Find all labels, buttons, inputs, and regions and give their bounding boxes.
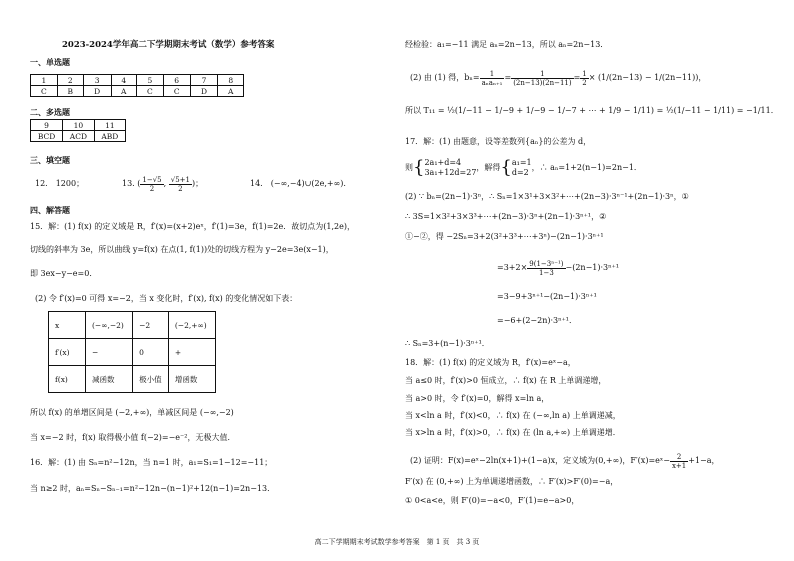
equation-system (424, 158, 476, 178)
fraction (580, 70, 588, 87)
right-column (397, 0, 794, 561)
fraction-num: 1 (480, 70, 505, 79)
table-cell: D (190, 86, 218, 97)
q16-part2 (410, 66, 706, 90)
table-cell: 0 (133, 339, 169, 366)
section-fill-blank: 三、填空题 (30, 155, 70, 165)
q15-line-4: (2) 令 f′(x)=0 可得 x=−2，当 x 变化时，f′(x), f(x) 的变化情况如下表： (35, 294, 298, 303)
table-cell: BCD (31, 131, 63, 142)
table-cell: 6 (163, 75, 190, 86)
table-cell: − (86, 339, 133, 366)
table-row (31, 86, 244, 97)
table-cell: 11 (94, 120, 125, 131)
fraction (527, 260, 565, 277)
table-cell: 5 (137, 75, 164, 86)
fraction-den: 1−3 (539, 268, 554, 277)
table-cell: f′(x) (49, 339, 86, 366)
table-cell: (−2,+∞) (168, 312, 215, 339)
answer-13-label: 13. (122, 179, 135, 188)
single-choice-table (30, 74, 244, 97)
q18-line-8: ① 0<a<e，则 F′(0)=−a<0，F′(1)=e−a>0， (405, 496, 580, 505)
table-cell: 7 (190, 75, 218, 86)
q18-line-6 (410, 450, 720, 472)
q18-line-5: 当 x>ln a 时，f′(x)>0，∴ f(x) 在 (ln a,+∞) 上单调递增． (405, 428, 621, 437)
table-cell: A (111, 86, 137, 97)
table-cell: A (218, 86, 244, 97)
fraction (511, 70, 573, 87)
fraction-num: 2 (670, 453, 688, 462)
equals: = (573, 73, 581, 82)
q16-part2-tail: × (1/(2n−13) − 1/(2n−11))， (588, 73, 707, 82)
q18-line-2: 当 a≤0 时，f′(x)>0 恒成立，∴ f(x) 在 R 上单调递增， (405, 376, 607, 385)
answer-13: 13. ( $\frac{1-√5}{2}$ , $\frac{√5+1}{2}$ )； (122, 175, 204, 193)
equation: 2a₁+d=4 (424, 158, 462, 167)
equation: 3a₁+12d=27 (424, 168, 477, 177)
fraction-den: (2n−13)(2n−11) (513, 78, 572, 87)
section-solve: 四、解答题 (30, 205, 70, 215)
equation: d=2 (511, 168, 529, 177)
q16-check: 经检验：a₁=−11 满足 aₙ=2n−13，所以 aₙ=2n−13． (405, 40, 609, 49)
q18-line-3: 当 a>0 时，令 f′(x)=0，解得 x=ln a， (405, 394, 550, 403)
table-cell: ABD (94, 131, 125, 142)
q15-line-6: 当 x=−2 时，f(x) 取得极小值 f(−2)=−e⁻²，无极大值． (30, 433, 236, 442)
table-cell: (−∞,−2) (86, 312, 133, 339)
q16-line-1: 16．解：(1) 由 Sₙ=n²−12n，当 n=1 时，a₁=S₁=1−12=−11； (30, 458, 273, 467)
multi-choice-table (30, 119, 126, 142)
equals: = (504, 73, 512, 82)
q17-system (405, 158, 642, 178)
answer-14: 14. (−∞,−4)∪(2e,+∞). (250, 179, 346, 188)
q17-line-5: ①−②，得 −2Sₙ=3+2(3²+3³+⋯+3ⁿ)−(2n−1)·3ⁿ⁺¹ (405, 232, 604, 241)
table-cell: C (137, 86, 164, 97)
q15-line-5: 所以 f(x) 的单增区间是 (−2,+∞)，单减区间是 (−∞,−2) (30, 408, 234, 417)
table-cell: + (168, 339, 215, 366)
q15-line-2: 切线的斜率为 3e，所以曲线 y=f(x) 在点(1, f(1))处的切线方程为 y−2e=3e(x−1)， (30, 245, 334, 254)
q16-line-2: 当 n≥2 时，aₙ=Sₙ−Sₙ₋₁=n²−12n−(n−1)²+12(n−1)=2n−13． (30, 484, 276, 493)
left-brace-icon: { (413, 157, 425, 178)
table-cell: 极小值 (133, 366, 169, 393)
q15-line-1: 15．解：(1) f(x) 的定义域是 R，f′(x)=(x+2)eˣ，f′(1)=3e，f(1)=2e．故切点为(1,2e)， (30, 222, 355, 231)
fraction (169, 176, 192, 193)
table-row (31, 75, 244, 86)
fraction-den: 2 (582, 78, 587, 87)
q18-step: (2) 证明：F(x)=eˣ−2ln(x+1)+(1−a)x，定义域为(0,+∞)，F′(x)=eˣ− (410, 456, 670, 465)
table-row (49, 312, 216, 339)
table-row (49, 366, 216, 393)
fraction-den: x+1 (671, 461, 687, 470)
q17-line-3: (2) ∵ bₙ=(2n−1)·3ⁿ，∴ Sₙ=1×3¹+3×3²+⋯+(2n−3)·3ⁿ⁻¹+(2n−1)·3ⁿ，① (405, 192, 689, 201)
q17-then: 则 (405, 163, 413, 172)
table-cell: 增函数 (168, 366, 215, 393)
answer-12: 12. 1200； (35, 179, 85, 188)
q17-step: =3+2× (497, 263, 528, 272)
table-cell: 1 (31, 75, 58, 86)
fraction-num: √5+1 (170, 175, 190, 184)
table-row (31, 131, 126, 142)
table-row (49, 339, 216, 366)
table-cell: 4 (111, 75, 137, 86)
table-cell: 9 (31, 120, 63, 131)
fraction (140, 176, 163, 193)
table-cell: 8 (218, 75, 244, 86)
table-cell: 3 (83, 75, 111, 86)
equation-system (512, 158, 532, 178)
fraction-den: aₙaₙ₊₁ (481, 78, 503, 87)
table-cell: B (57, 86, 83, 97)
table-cell: C (31, 86, 58, 97)
q17-line-7: =3−9+3ⁿ⁺¹−(2n−1)·3ⁿ⁺¹ (497, 292, 597, 301)
q17-line-8: =−6+(2−2n)·3ⁿ⁺¹． (497, 316, 577, 325)
q17-line-1: 17．解：(1) 由题意，设等差数列{aₙ}的公差为 d， (405, 137, 592, 146)
q17-result: ，∴ aₙ=1+2(n−1)=2n−1． (531, 163, 642, 172)
fraction-num: 1−√5 (142, 175, 162, 184)
q15-line-3: 即 3ex−y−e=0． (30, 269, 98, 278)
table-cell: 10 (63, 120, 95, 131)
q18-line-4: 当 x<ln a 时，f′(x)<0，∴ f(x) 在 (−∞,ln a) 上单调递减， (405, 411, 621, 420)
fraction-den: 2 (149, 184, 155, 193)
equation: a₁=1 (511, 158, 532, 167)
variation-table (48, 311, 216, 393)
fraction-num: 9(1−3ⁿ⁻¹) (529, 259, 564, 268)
fraction-num: 1 (582, 69, 587, 78)
table-cell: f(x) (49, 366, 86, 393)
q18-line-7: F′(x) 在 (0,+∞) 上为单调递增函数，∴ F′(x)>F′(0)=−a， (405, 477, 619, 486)
table-cell: −2 (133, 312, 169, 339)
table-cell: ACD (63, 131, 95, 142)
table-cell: 2 (57, 75, 83, 86)
q17-step: −(2n−1)·3ⁿ⁺¹ (565, 263, 620, 272)
table-row (31, 120, 126, 131)
q17-line-9: ∴ Sₙ=3+(n−1)·3ⁿ⁺¹． (405, 339, 490, 348)
table-cell: D (83, 86, 111, 97)
section-single-choice: 一、单选题 (30, 57, 70, 67)
q16-part2-label: (2) 由 (1) 得，bₙ= (410, 73, 480, 82)
q18-line-1: 18．解：(1) f(x) 的定义域为 R，f′(x)=eˣ−a， (405, 358, 576, 367)
q16-sum: 所以 T₁₁ = ½(1/−11 − 1/−9 + 1/−9 − 1/−7 + ⋯ + 1/9 − 1/11) = ½(1/−11 − 1/11) = −1/11． (405, 106, 779, 115)
table-cell: x (49, 312, 86, 339)
q17-solve-text: ，解得 (476, 163, 501, 172)
fraction-num: 1 (511, 70, 573, 79)
fraction (670, 453, 688, 470)
fraction-den: 2 (178, 184, 183, 193)
page-footer: 高二下学期期末考试数学参考答案 第 1 页 共 3 页 (314, 538, 480, 546)
fraction (480, 70, 505, 87)
q17-line-4: ∴ 3S=1×3²+3×3³+⋯+(2n−3)·3ⁿ+(2n−1)·3ⁿ⁺¹，② (405, 212, 607, 221)
q17-line-6 (497, 256, 619, 280)
table-cell: 减函数 (86, 366, 133, 393)
left-brace-icon: { (500, 157, 512, 178)
section-multi-choice: 二、多选题 (30, 107, 70, 117)
page-title: 2023-2024学年高二下学期期末考试（数学）参考答案 (62, 40, 275, 50)
q18-step: +1−a， (688, 456, 720, 465)
table-cell: C (163, 86, 190, 97)
